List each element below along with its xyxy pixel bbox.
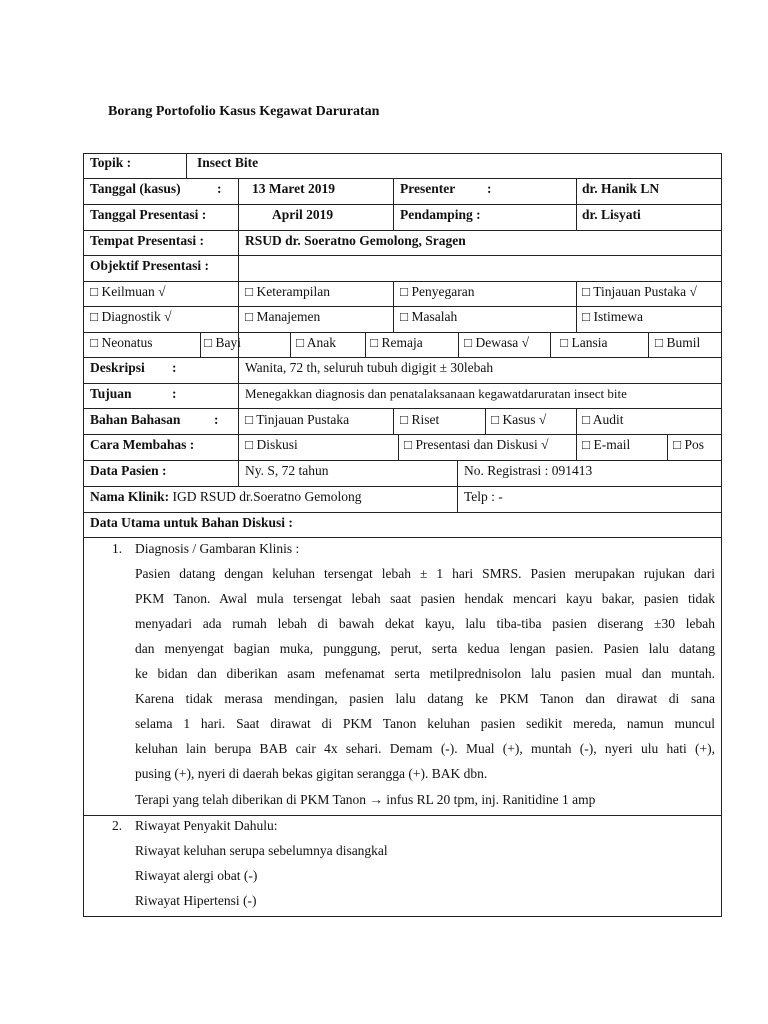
paragraph-line: ke bidan dan diberikan asam mefenamat serta metilprednisolon lalu pasien mual dan muntah. bbox=[135, 666, 715, 681]
tujuan-colon: : bbox=[172, 386, 177, 401]
option-remaja: □ Remaja bbox=[370, 335, 423, 350]
pendamping-label: Pendamping : bbox=[400, 207, 481, 222]
col-divider bbox=[576, 408, 577, 434]
option-bahan-tinjauan: □ Tinjauan Pustaka bbox=[245, 412, 350, 427]
option-tinjauan-pustaka: □ Tinjauan Pustaka √ bbox=[582, 284, 697, 299]
option-diskusi: □ Diskusi bbox=[245, 437, 298, 452]
topik-value: Insect Bite bbox=[197, 155, 259, 170]
row-divider bbox=[83, 357, 722, 358]
paragraph-line: Pasien datang dengan keluhan tersengat lebah ± 1 hari SMRS. Pasien merupakan rujukan dari bbox=[135, 566, 715, 581]
pendamping-value: dr. Lisyati bbox=[582, 207, 641, 222]
tempat-label: Tempat Presentasi : bbox=[90, 233, 204, 248]
tujuan-label: Tujuan bbox=[90, 386, 132, 401]
topik-label: Topik : bbox=[90, 155, 132, 170]
nama-klinik-cell bbox=[90, 489, 362, 505]
section2-heading: Riwayat Penyakit Dahulu: bbox=[135, 818, 278, 833]
option-email: □ E-mail bbox=[582, 437, 631, 452]
tujuan-value: Menegakkan diagnosis dan penatalaksanaan kegawatdaruratan insect bite bbox=[245, 386, 627, 401]
section1-marker: 1. bbox=[112, 541, 123, 556]
row-divider bbox=[83, 178, 722, 179]
option-presentasi-diskusi: □ Presentasi dan Diskusi √ bbox=[404, 437, 549, 452]
col-divider bbox=[365, 332, 366, 357]
paragraph-line: Karena tidak merasa mendingan, pasien lalu datang ke PKM Tanon dan dirawat di sana bbox=[135, 691, 715, 706]
section1-heading: Diagnosis / Gambaran Klinis : bbox=[135, 541, 300, 556]
nama-klinik-value: IGD RSUD dr.Soeratno Gemolong bbox=[172, 489, 362, 504]
col-divider bbox=[667, 434, 668, 460]
option-diagnostik: □ Diagnostik √ bbox=[90, 309, 172, 324]
paragraph-line: dan menyengat bagian muka, punggung, perut, serta kedua lengan pasien. Pasien lalu datang bbox=[135, 641, 715, 656]
option-bumil: □ Bumil bbox=[655, 335, 701, 350]
row-divider bbox=[83, 332, 722, 333]
row-divider bbox=[83, 537, 722, 538]
col-divider bbox=[458, 332, 459, 357]
option-keterampilan: □ Keterampilan bbox=[245, 284, 330, 299]
data-pasien-value: Ny. S, 72 tahun bbox=[245, 463, 329, 478]
tanggal-label: Tanggal (kasus) bbox=[90, 181, 181, 196]
row-divider bbox=[83, 408, 722, 409]
col-divider bbox=[576, 281, 577, 332]
row-divider bbox=[83, 230, 722, 231]
col-divider bbox=[576, 434, 577, 460]
telp-value: Telp : - bbox=[464, 489, 503, 504]
presenter-value: dr. Hanik LN bbox=[582, 181, 660, 196]
row-divider bbox=[83, 512, 722, 513]
presenter-colon: : bbox=[487, 181, 492, 196]
section2-marker: 2. bbox=[112, 818, 123, 833]
row-divider bbox=[83, 815, 722, 816]
row-divider bbox=[83, 204, 722, 205]
row-divider bbox=[83, 383, 722, 384]
col-divider bbox=[457, 460, 458, 512]
option-bayi: □ Bayi bbox=[204, 335, 242, 350]
option-riset: □ Riset bbox=[400, 412, 440, 427]
option-audit: □ Audit bbox=[582, 412, 624, 427]
data-pasien-label: Data Pasien : bbox=[90, 463, 167, 478]
row-divider bbox=[83, 306, 722, 307]
tempat-value: RSUD dr. Soeratno Gemolong, Sragen bbox=[245, 233, 466, 248]
option-lansia: □ Lansia bbox=[560, 335, 608, 350]
tanggal-presentasi-label: Tanggal Presentasi : bbox=[90, 207, 207, 222]
col-divider bbox=[576, 178, 577, 230]
col-divider bbox=[393, 281, 394, 332]
section2-line: Riwayat keluhan serupa sebelumnya disangkal bbox=[135, 843, 388, 858]
option-dewasa: □ Dewasa √ bbox=[464, 335, 530, 350]
objektif-label: Objektif Presentasi : bbox=[90, 258, 209, 273]
paragraph-line: keluhan lain berupa BAB cair 4x sehari. Demam (-). Mual (+), muntah (-), nyeri ulu hati (+), bbox=[135, 741, 715, 756]
col-divider bbox=[393, 178, 394, 230]
col-divider bbox=[200, 332, 201, 357]
tanggal-value: 13 Maret 2019 bbox=[252, 181, 335, 196]
row-divider bbox=[83, 486, 722, 487]
option-istimewa: □ Istimewa bbox=[582, 309, 644, 324]
deskripsi-value: Wanita, 72 th, seluruh tubuh digigit ± 30lebah bbox=[245, 360, 494, 375]
registrasi-value: No. Registrasi : 091413 bbox=[464, 463, 593, 478]
section2-line: Riwayat Hipertensi (-) bbox=[135, 893, 257, 908]
option-pos: □ Pos bbox=[673, 437, 705, 452]
deskripsi-colon: : bbox=[172, 360, 177, 375]
option-neonatus: □ Neonatus bbox=[90, 335, 153, 350]
tanggal-colon: : bbox=[217, 181, 222, 196]
therapy-line: Terapi yang telah diberikan di PKM Tanon → infus RL 20 tpm, inj. Ranitidine 1 amp bbox=[135, 792, 596, 807]
col-divider bbox=[290, 332, 291, 357]
section2-line: Riwayat alergi obat (-) bbox=[135, 868, 258, 883]
row-divider bbox=[83, 281, 722, 282]
bahan-label: Bahan Bahasan bbox=[90, 412, 181, 427]
bahan-colon: : bbox=[214, 412, 219, 427]
row-divider bbox=[83, 460, 722, 461]
col-divider bbox=[393, 408, 394, 434]
option-penyegaran: □ Penyegaran bbox=[400, 284, 475, 299]
deskripsi-label: Deskripsi bbox=[90, 360, 145, 375]
paragraph-line: selama 1 hari. Saat dirawat di PKM Tanon keluhan pasien sedikit mereda, namun muncul bbox=[135, 716, 715, 731]
paragraph-line: menyadari ada rumah lebah di bawah dekat kayu, lalu tiba-tiba pasien diserang ±30 lebah bbox=[135, 616, 715, 631]
option-manajemen: □ Manajemen bbox=[245, 309, 321, 324]
nama-klinik-label: Nama Klinik: bbox=[90, 489, 170, 504]
paragraph-line: pusing (+), nyeri di daerah bekas gigitan serangga (+). BAK dbn. bbox=[135, 766, 488, 781]
option-kasus: □ Kasus √ bbox=[491, 412, 547, 427]
row-divider bbox=[83, 255, 722, 256]
tanggal-presentasi-value: April 2019 bbox=[272, 207, 334, 222]
option-anak: □ Anak bbox=[296, 335, 337, 350]
document-title: Borang Portofolio Kasus Kegawat Daruratan bbox=[108, 104, 380, 119]
option-masalah: □ Masalah bbox=[400, 309, 458, 324]
data-utama-label: Data Utama untuk Bahan Diskusi : bbox=[90, 515, 293, 530]
col-divider bbox=[398, 434, 399, 460]
col-divider bbox=[550, 332, 551, 357]
option-keilmuan: □ Keilmuan √ bbox=[90, 284, 166, 299]
cara-label: Cara Membahas : bbox=[90, 437, 195, 452]
presenter-label: Presenter bbox=[400, 181, 456, 196]
col-divider bbox=[238, 178, 239, 486]
col-divider bbox=[648, 332, 649, 357]
row-divider bbox=[83, 434, 722, 435]
col-divider bbox=[186, 153, 187, 178]
col-divider bbox=[485, 408, 486, 434]
paragraph-line: PKM Tanon. Awal mula tersengat lebah saat pasien hendak mencari kayu bakar, pasien tidak bbox=[135, 591, 715, 606]
